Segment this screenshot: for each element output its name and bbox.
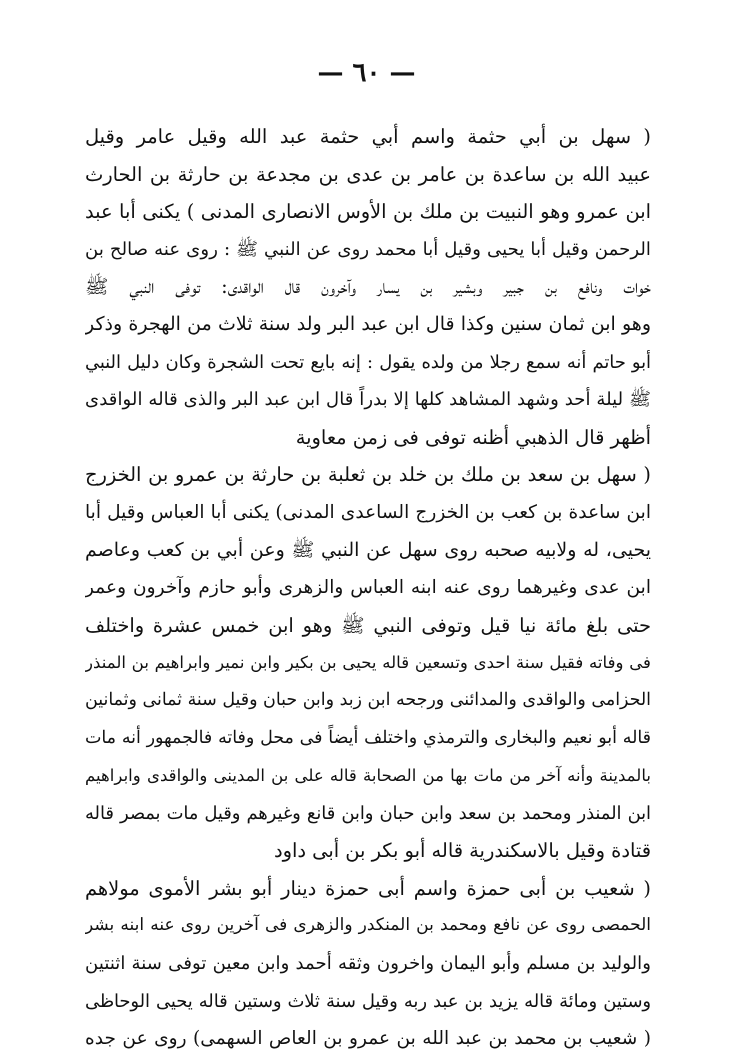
text-line: ابن عمرو وهو النبيت بن ملك بن الأوس الانصارى المدنى ) يكنى أبا عبد (85, 200, 651, 224)
text-line: أظهر قال الذهبي أظنه توفى فى زمن معاوية (295, 425, 651, 449)
text-line: ( سهل بن سعد بن ملك بن خلد بن ثعلبة بن حارثة بن عمرو بن الخزرج (85, 463, 651, 487)
text-line: والوليد بن مسلم وأبو اليمان واخرون وثقه أحمد وابن معين توفى سنة اثنتين (85, 953, 651, 975)
text-line: الرحمن وقيل أبا يحيى وقيل أبا محمد روى عن النبي ﷺ : روى عنه صالح بن (85, 238, 651, 260)
text-line: ( شعيب بن محمد بن عبد الله بن عمرو بن العاص السهمى) روى عن جده (85, 1028, 651, 1050)
text-line: وهو ابن ثمان سنين وكذا قال ابن عبد البر ولد سنة ثلاث من الهجرة وذكر (85, 312, 651, 335)
text-line: قاله أبو نعيم والبخارى والترمذي واختلف أيضاً فى محل وفاته فالجمهور أنه مات (85, 727, 651, 748)
text-line: الحزامى والواقدى والمدائنى ورجحه ابن زبد وابن حبان وقيل سنة ثمانى وثمانين (85, 689, 651, 710)
body-text (85, 118, 651, 1058)
text-line: خوات ونافع بن جبير وبشير بن يسار وآخرون قال الواقدى: توفى النبي ﷺ (85, 275, 651, 299)
text-line: ( شعيب بن أبى حمزة واسم أبى حمزة دينار أبو بشر الأموى مولاهم (85, 876, 651, 900)
text-line: فى وفاته فقيل سنة احدى وتسعين قاله يحيى بن بكير وابن نمير وابراهيم بن المنذر (85, 653, 651, 673)
text-line: ابن ساعدة بن كعب بن الخزرج الساعدى المدنى) يكنى أبا العباس وقيل أبا (85, 501, 651, 523)
text-line: قتادة وقيل بالاسكندرية قاله أبو بكر بن أبى داود (273, 839, 651, 863)
text-line: عبيد الله بن ساعدة بن عامر بن عدى بن مجدعة بن حارثة بن الحارث (85, 162, 651, 186)
text-line: ابن المنذر ومحمد بن سعد وابن حبان وابن قانع وغيرهم وقيل مات بمصر قاله (85, 802, 651, 824)
text-line: حتى بلغ مائة نيا قيل وتوفى النبي ﷺ وهو ابن خمس عشرة واختلف (85, 613, 651, 637)
text-line: ( سهل بن أبي حثمة واسم أبي حثمة عبد الله وقيل عامر وقيل (85, 125, 651, 148)
text-line: بالمدينة وأنه آخر من مات بها من الصحابة قاله على بن المدينى والواقدى وابراهيم (85, 766, 651, 786)
text-line: الحمصى روى عن نافع ومحمد بن المنكدر والزهرى فى آخرين روى عنه ابنه بشر (85, 915, 651, 936)
text-line: يحيى، له ولابيه صحبه روى سهل عن النبي ﷺ وعن أبي بن كعب وعاصم (85, 538, 651, 561)
text-line: أبو حاتم أنه سمع رجلا من ولده يقول : إنه بايع تحت الشجرة وكان دليل النبي (85, 351, 651, 373)
text-line: ﷺ ليلة أحد وشهد المشاهد كلها إلا بدراً قال ابن عبد البر والذى قاله الواقدى (85, 389, 651, 411)
page-number: — ٦٠ — (317, 58, 416, 88)
text-line: وستين ومائة قاله يزيد بن عبد ربه وقيل سنة ثلاث وستين قاله يحيى الوحاظى (85, 990, 651, 1012)
text-line: ابن عدى وغيرهما روى عنه ابنه العباس والزهرى وأبو حازم وآخرون وعمر (85, 577, 651, 599)
